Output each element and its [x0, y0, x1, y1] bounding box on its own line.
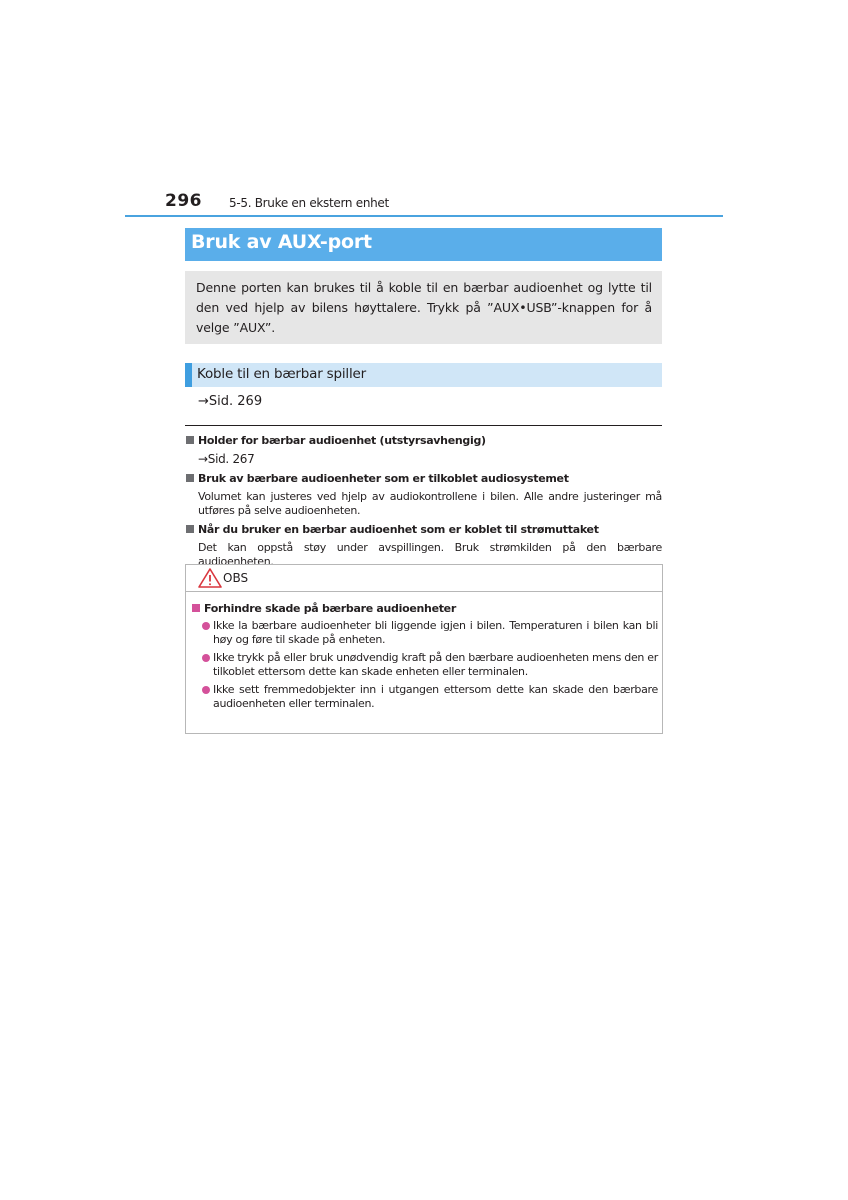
caution-title-text: Forhindre skade på bærbare audioenheter — [204, 602, 456, 615]
section-divider — [185, 425, 662, 426]
note-item — [186, 472, 662, 518]
dot-bullet-icon — [202, 622, 210, 630]
warning-triangle-icon — [198, 568, 222, 588]
note-body: Det kan oppstå støy under avspillingen. Bruk strømkilden på den bærbare audioenheten. — [198, 541, 662, 568]
caution-item — [192, 683, 658, 711]
note-heading — [186, 434, 662, 448]
note-body[interactable]: →Sid. 267 — [198, 452, 255, 466]
caution-content — [192, 602, 658, 715]
caution-header — [186, 565, 662, 592]
caution-item — [192, 651, 658, 679]
square-bullet-icon — [192, 604, 200, 612]
header-divider — [125, 215, 723, 217]
caution-item — [192, 619, 658, 647]
square-bullet-icon — [186, 436, 194, 444]
section-title: Bruk av AUX-port — [191, 231, 372, 253]
note-item — [186, 434, 662, 466]
note-heading-text: Holder for bærbar audioenhet (utstyrsavhengig) — [198, 434, 486, 447]
intro-text: Denne porten kan brukes til å koble til en bærbar audioenhet og lytte til den ved hjelp av bilens høyttalere. Trykk på ”AUX•USB”-knappen for å velge ”AUX”. — [196, 280, 652, 335]
square-bullet-icon — [186, 474, 194, 482]
subsection-accent — [185, 363, 192, 387]
dot-bullet-icon — [202, 686, 210, 694]
note-heading — [186, 472, 662, 486]
note-body: Volumet kan justeres ved hjelp av audiokontrollene i bilen. Alle andre justeringer må utføres på selve audioenheten. — [198, 490, 662, 517]
square-bullet-icon — [186, 525, 194, 533]
caution-title — [192, 602, 658, 616]
note-heading — [186, 523, 662, 537]
subsection-bar — [185, 363, 662, 387]
caution-item-text: Ikke trykk på eller bruk unødvendig kraft på den bærbare audioenheten mens den er tilkoblet ettersom dette kan skade enheten eller terminalen. — [213, 651, 658, 678]
note-heading-text: Når du bruker en bærbar audioenhet som er koblet til strømuttaket — [198, 523, 599, 536]
page-header — [163, 190, 723, 220]
dot-bullet-icon — [202, 654, 210, 662]
section-title-bar — [185, 228, 662, 261]
page-number: 296 — [165, 191, 202, 211]
page-reference-link[interactable]: →Sid. 269 — [198, 394, 263, 409]
intro-box — [185, 271, 662, 344]
note-heading-text: Bruk av bærbare audioenheter som er tilkoblet audiosystemet — [198, 472, 569, 485]
note-item — [186, 523, 662, 569]
caution-item-text: Ikke la bærbare audioenheter bli liggende igjen i bilen. Temperaturen i bilen kan bli høy og føre til skade på enheten. — [213, 619, 658, 646]
caution-item-text: Ikke sett fremmedobjekter inn i utgangen ettersom dette kan skade den bærbare audioenheten eller terminalen. — [213, 683, 658, 710]
subsection-title: Koble til en bærbar spiller — [197, 366, 366, 382]
chapter-title: 5-5. Bruke en ekstern enhet — [229, 196, 389, 210]
caution-label: OBS — [223, 571, 249, 585]
caution-box — [185, 564, 663, 734]
